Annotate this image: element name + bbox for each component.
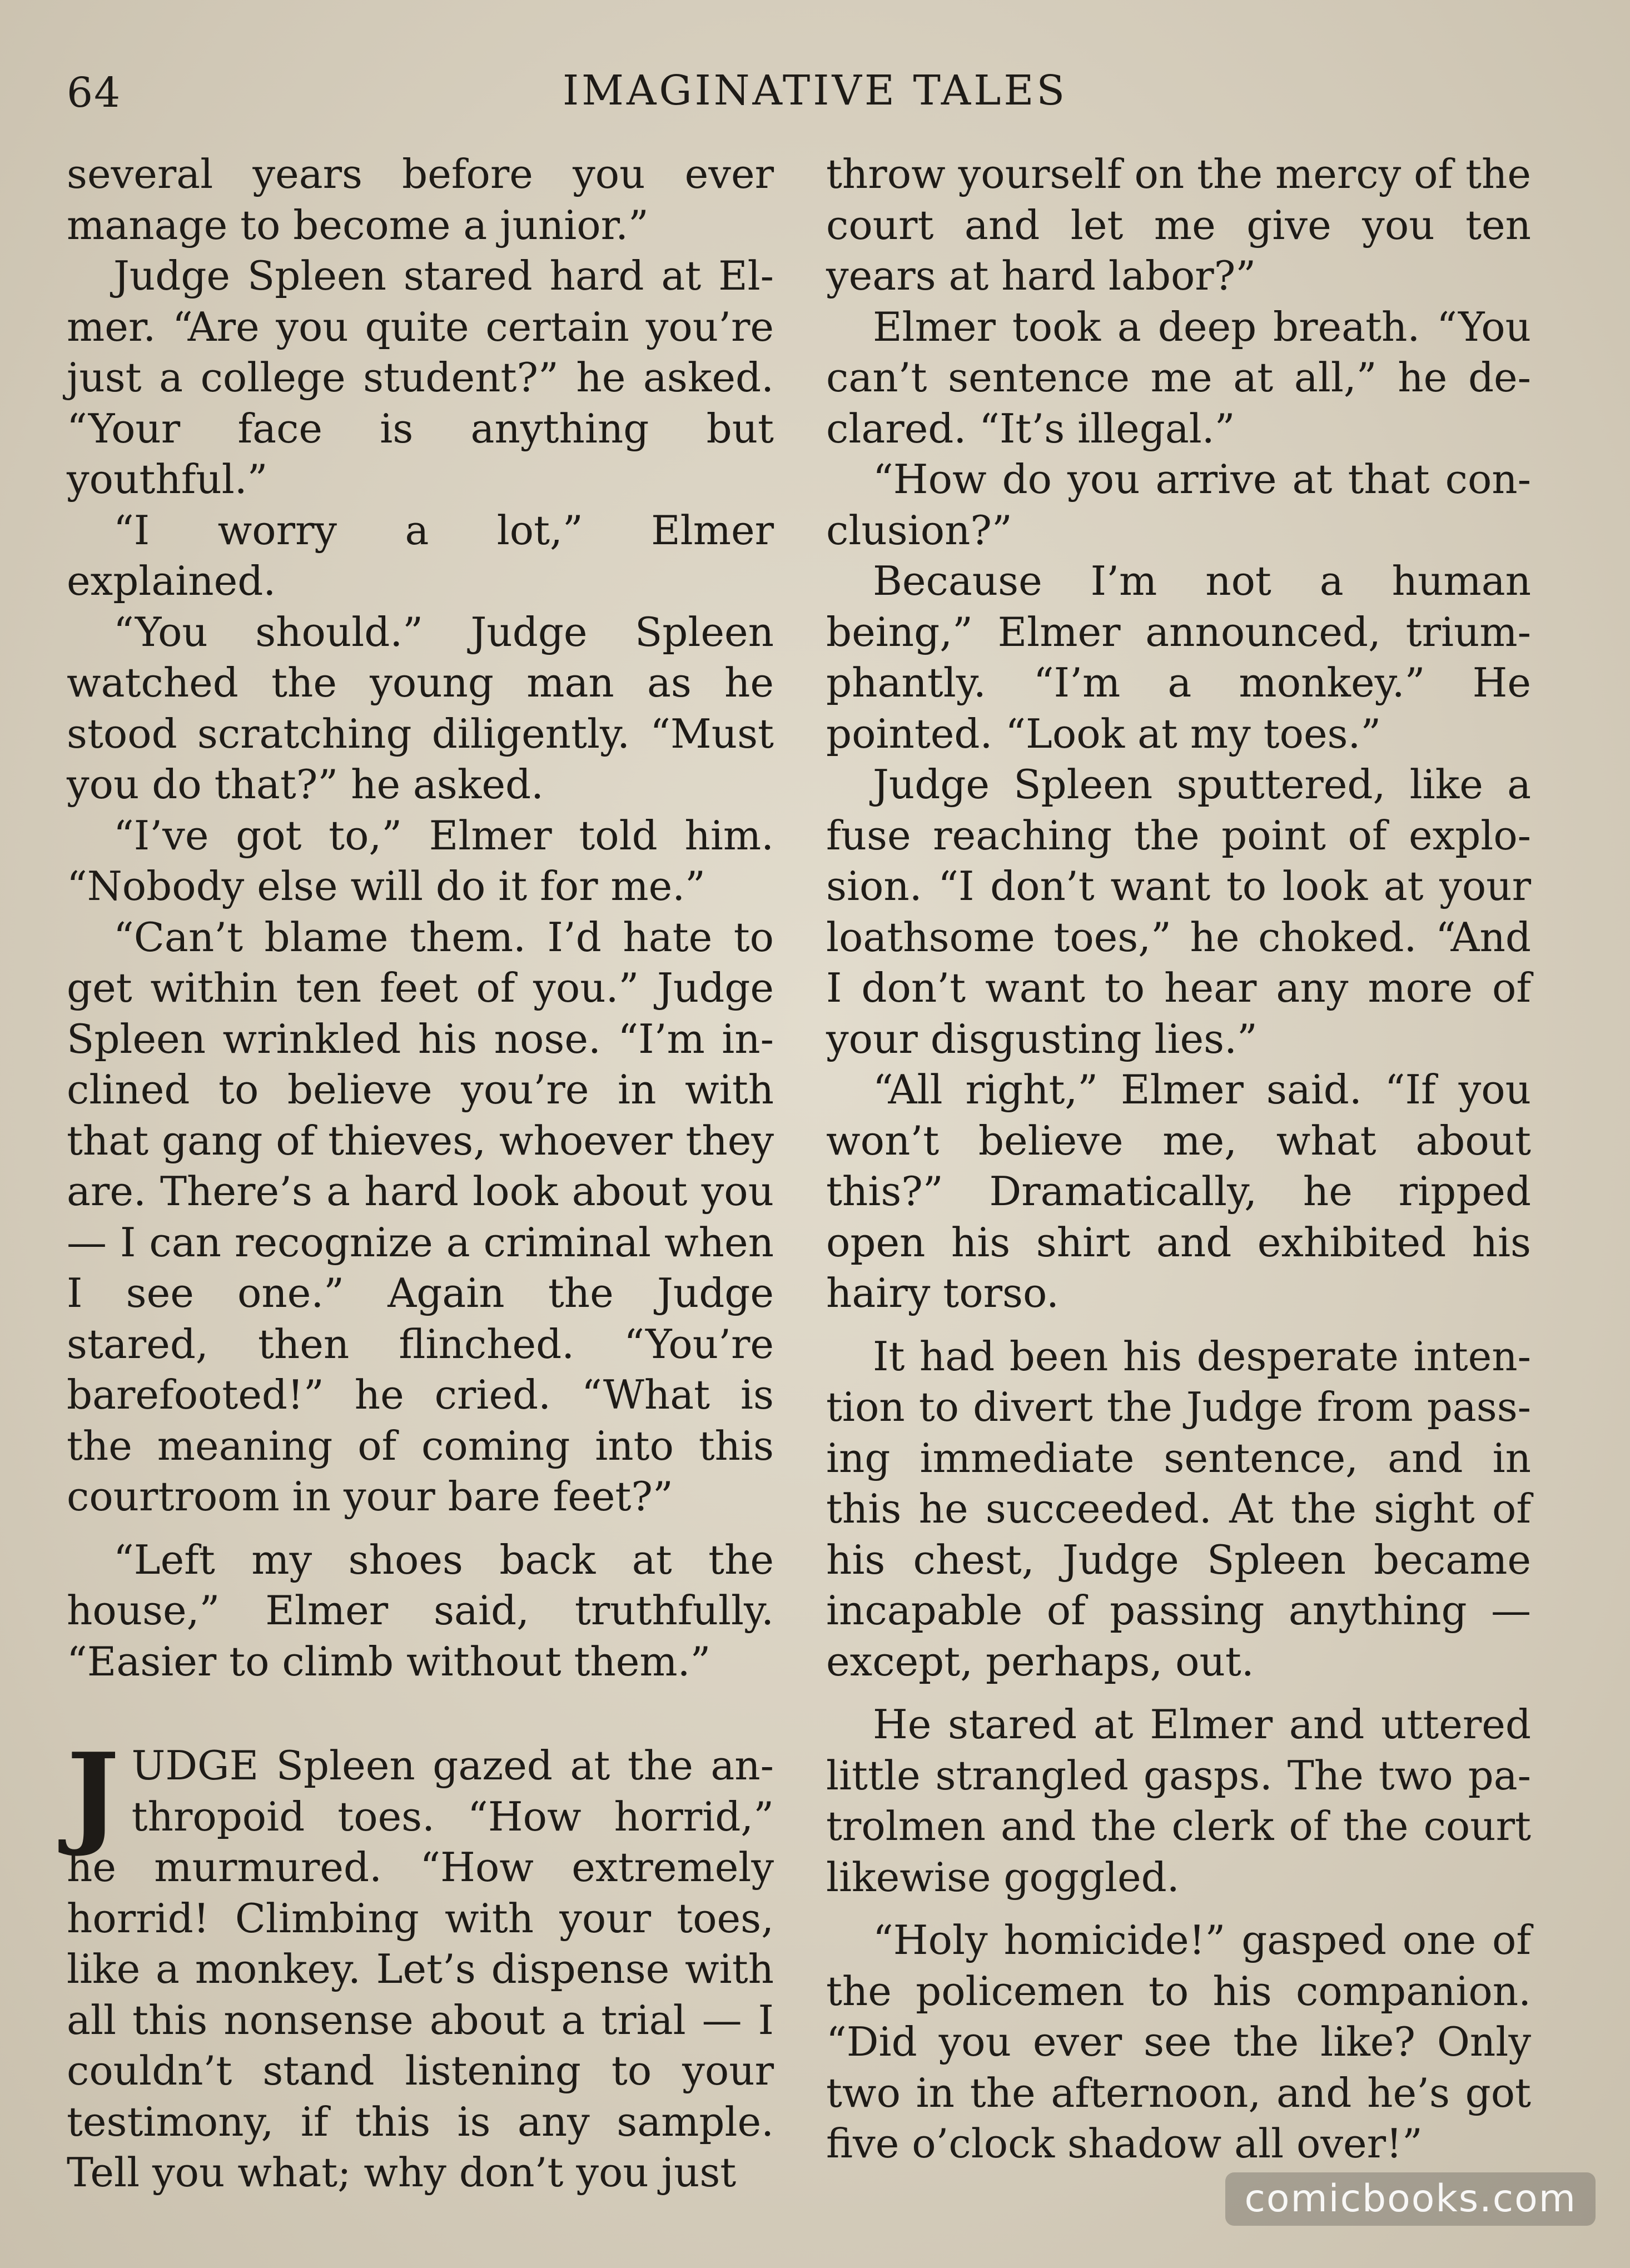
paragraph: It had been his desperate intention to divert the Judge from passing immediate sentence, and in this he succeeded. At the sight of his chest, Judge Spleen became incapable of passing anything — except, perhaps, out. — [826, 1332, 1531, 1685]
paragraph: “Holy homicide!” gasped one of the policemen to his companion. “Did you ever see the like? Only two in the afternoon, and he’s got five o’clock shadow all over!” — [826, 1917, 1531, 2167]
paragraph-text: UDGE Spleen gazed at the anthropoid toes. “How horrid,” he murmured. “How extremely horrid! Climbing with your toes, like a monkey. Let’s dispense with all this nonsense about a trial — I couldn’t stand listening to your testimony, if this is any sample. Tell you what; why don’t you just — [67, 1742, 774, 2196]
paragraph: Judge Spleen sputtered, like a fuse reaching the point of explosion. “I don’t want to look at your loathsome toes,” he choked. “And I don’t want to hear any more of your disgusting lies.” — [826, 761, 1531, 1062]
paragraph: “Left my shoes back at the house,” Elmer said, truthfully. “Easier to climb without them.” — [67, 1536, 774, 1685]
left-column — [67, 149, 774, 2199]
paragraph: “How do you arrive at that conclusion?” — [826, 456, 1531, 554]
paragraph: “I’ve got to,” Elmer told him. “Nobody else will do it for me.” — [67, 812, 774, 909]
dropcap-paragraph — [67, 1729, 774, 2199]
right-column — [826, 149, 1531, 2170]
paragraph: Judge Spleen stared hard at Elmer. “Are you quite certain you’re just a college student?” he asked. “Your face is anything but youthful.” — [67, 252, 774, 503]
paragraph: “You should.” Judge Spleen watched the young man as he stood scratching diligently. “Must you do that?” he asked. — [67, 608, 774, 808]
paragraph: He stared at Elmer and uttered little strangled gasps. The two patrolmen and the clerk of the court likewise goggled. — [826, 1701, 1531, 1901]
watermark: comicbooks.com — [1225, 2172, 1596, 2226]
paragraph: “I worry a lot,” Elmer explained. — [67, 506, 774, 604]
paragraph: Because I’m not a human being,” Elmer announced, triumphantly. “I’m a monkey.” He pointed. “Look at my toes.” — [826, 558, 1531, 757]
paragraph: throw yourself on the mercy of the court and let me give you ten years at hard labor?” — [826, 151, 1531, 299]
running-head: IMAGINATIVE TALES — [562, 67, 1068, 115]
paragraph: several years before you ever manage to become a junior.” — [67, 151, 774, 248]
drop-cap: J — [67, 1729, 120, 1859]
paragraph: “Can’t blame them. I’d hate to get within ten feet of you.” Judge Spleen wrinkled his nose. “I’m inclined to believe you’re in with that gang of thieves, whoever they are. There’s a hard look about you — I can recognize a criminal when I see one.” Again the Judge stared, then flinched. “You’re barefooted!” he cried. “What is the meaning of coming into this courtroom in your bare feet?” — [67, 913, 774, 1520]
paragraph: Elmer took a deep breath. “You can’t sentence me at all,” he declared. “It’s illegal.” — [826, 303, 1531, 452]
paragraph: “All right,” Elmer said. “If you won’t believe me, what about this?” Dramatically, he ripped open his shirt and exhibited his hairy torso. — [826, 1066, 1531, 1316]
page-number: 64 — [67, 69, 122, 117]
